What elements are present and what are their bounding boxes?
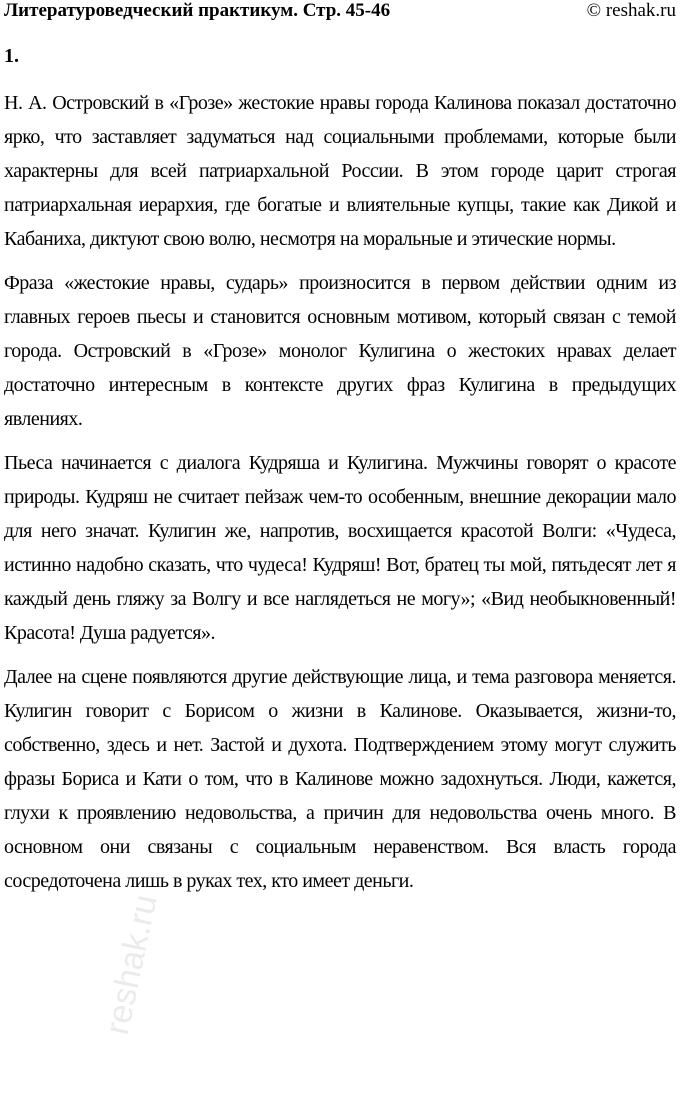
task-number: 1. <box>4 45 19 67</box>
paragraph-1: Н. А. Островский в «Грозе» жестокие нравы города Калинова показал достаточно ярко, что заставляет задуматься над социальными проблемами, которые были характерны для всей патриархальной России. В этом городе царит строгая патриархальная иерархия, где богатые и влиятельные купцы, такие как Дикой и Кабаниха, диктуют свою волю, несмотря на моральные и этические нормы. <box>4 92 676 250</box>
paragraph-4: Далее на сцене появляются другие действующие лица, и тема разговора меняется. Кулигин говорит с Борисом о жизни в Калинове. Оказывается, жизни-то, собственно, здесь и нет. Застой и духота. Подтверждением этому могут служить фразы Бориса и Кати о том, что в Калинове можно задохнуться. Люди, кажется, глухи к проявлению недовольства, а причин для недовольства очень много. В основном они связаны с социальным неравенством. Вся власть города сосредоточена лишь в руках тех, кто имеет деньги. <box>4 666 676 892</box>
source-label: © reshak.ru <box>586 0 676 21</box>
paragraph-2: Фраза «жестокие нравы, сударь» произносится в первом действии одним из главных героев пьесы и становится основным мотивом, который связан с темой города. Островский в «Грозе» монолог Кулигина о жестоких нравах делает достаточно интересным в контексте других фраз Кулигина в предыдущих явлениях. <box>4 272 676 430</box>
answer-text <box>4 86 676 908</box>
page-title: Литературоведческий практикум. Стр. 45-46 <box>4 0 391 21</box>
watermark: reshak.ru <box>98 891 165 1038</box>
page-header <box>4 0 676 26</box>
paragraph-3: Пьеса начинается с диалога Кудряша и Кулигина. Мужчины говорят о красоте природы. Кудряш не считает пейзаж чем-то особенным, внешние декорации мало для него значат. Кулигин же, напротив, восхищается красотой Волги: «Чудеса, истинно надобно сказать, что чудеса! Кудряш! Вот, братец ты мой, пятьдесят лет я каждый день гляжу за Волгу и все наглядеться не могу»; «Вид необыкновенный! Красота! Душа радуется». <box>4 452 676 644</box>
